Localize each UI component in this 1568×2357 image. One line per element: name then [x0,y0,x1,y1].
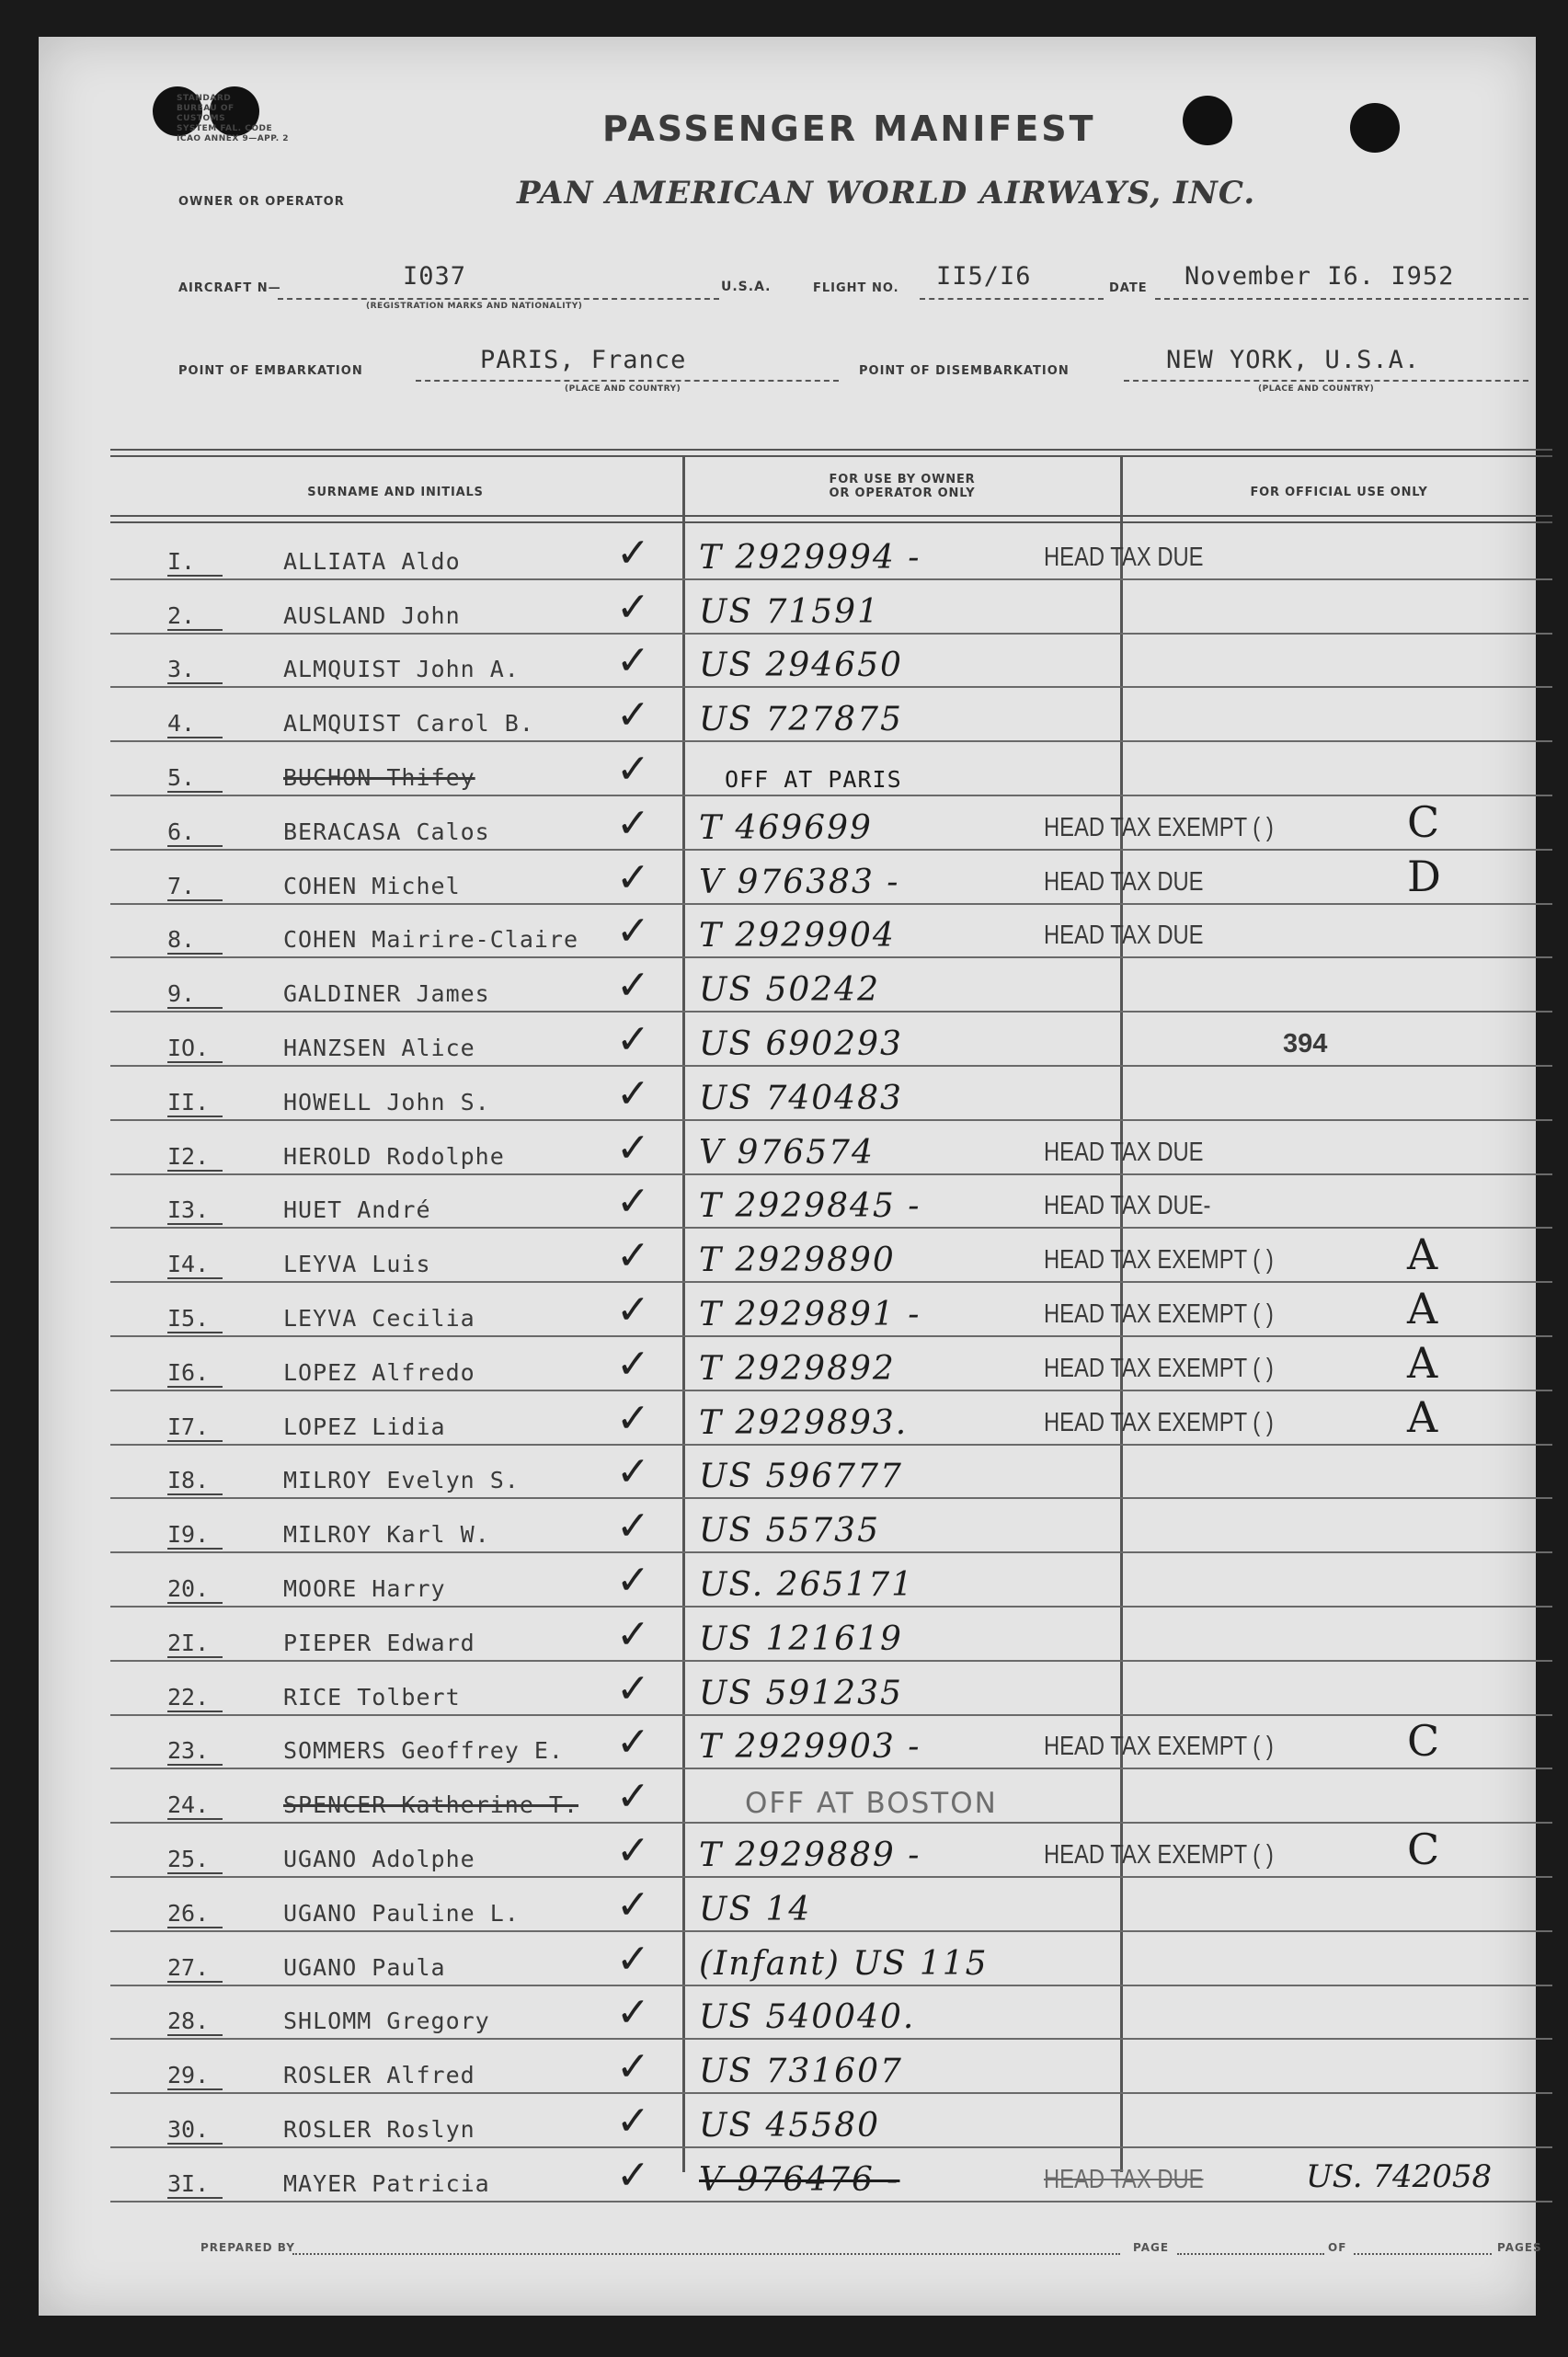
row-number: 5. [167,764,223,791]
official-entry: 394 [1283,1028,1328,1058]
official-mark: A [1407,1391,1438,1442]
row-number: I6. [167,1359,223,1386]
owner-operator-entry: OFF AT PARIS [725,765,902,793]
table-row [110,740,1552,796]
passenger-name: LOPEZ Lidia [283,1413,446,1440]
owner-operator-entry: US 121619 [699,1619,903,1658]
owner-operator-entry: T 2929904 [699,917,896,955]
official-mark: A [1407,1337,1438,1388]
row-number: IO. [167,1035,223,1061]
row-number: I. [167,548,223,575]
table-row [110,795,1552,851]
row-number: I7. [167,1413,223,1440]
row-number: 3. [167,656,223,682]
of-label: OF [1328,2241,1347,2254]
owner-operator-entry: T 2929903 - [699,1728,921,1767]
passenger-name: ROSLER Alfred [283,2062,475,2089]
row-number: 30. [167,2116,223,2143]
prepared-by-label: PREPARED BY [200,2241,295,2254]
row-number: 26. [167,1900,223,1927]
table-row [110,2092,1552,2148]
table-row [110,1335,1552,1391]
table-row [110,1714,1552,1770]
official-entry: HEAD TAX EXEMPT ( ) [1044,1839,1274,1870]
row-number: 8. [167,926,223,953]
table-row [110,1660,1552,1716]
row-number: 23. [167,1737,223,1764]
passenger-name: LEYVA Luis [283,1251,431,1278]
form-code [177,94,289,144]
row-number: 2I. [167,1630,223,1656]
passenger-name: HUET André [283,1196,431,1224]
row-number: 24. [167,1791,223,1818]
embarkation-value: PARIS, France [480,346,687,374]
date-label: DATE [1109,281,1148,295]
table-row [110,1227,1552,1283]
table-row [110,633,1552,689]
date-value: November I6. I952 [1185,262,1455,291]
check-mark-icon: ✓ [616,2097,650,2145]
table-row [110,1011,1552,1067]
owner-operator-entry: T 2929889 - [699,1836,921,1874]
passenger-name: SHLOMM Gregory [283,2008,490,2035]
aircraft-label: AIRCRAFT N— [178,281,281,295]
owner-operator-entry: V 976383 - [699,863,900,901]
official-extra: US. 742058 [1306,2157,1493,2195]
check-mark-icon: ✓ [616,529,650,577]
table-row [110,849,1552,905]
check-mark-icon: ✓ [616,908,650,955]
column-header-owner [685,473,1119,500]
row-number: 9. [167,980,223,1007]
aircraft-value: I037 [403,262,467,291]
passenger-name: MOORE Harry [283,1574,446,1602]
row-number: 3I. [167,2170,223,2197]
check-mark-icon: ✓ [616,692,650,739]
check-mark-icon: ✓ [616,1340,650,1388]
check-mark-icon: ✓ [616,962,650,1010]
passenger-name: BERACASA Calos [283,818,490,845]
official-entry: HEAD TAX EXEMPT ( ) [1044,1245,1274,1276]
official-entry: HEAD TAX EXEMPT ( ) [1044,1299,1274,1329]
row-number: 6. [167,818,223,845]
row-number: 7. [167,873,223,899]
row-number: 22. [167,1684,223,1711]
check-mark-icon: ✓ [616,799,650,847]
owner-operator-entry: V 976574 [699,1133,875,1172]
table-row [110,1985,1552,2041]
owner-operator-entry: US 596777 [699,1458,903,1496]
row-number: 4. [167,710,223,737]
column-header-owner-line: FOR USE BY OWNER [829,473,976,486]
check-mark-icon: ✓ [616,583,650,631]
owner-operator-entry: US 14 [699,1890,812,1928]
check-mark-icon: ✓ [616,853,650,901]
row-number: 20. [167,1575,223,1602]
registration-note: (REGISTRATION MARKS AND NATIONALITY) [366,302,583,311]
row-number: I8. [167,1467,223,1493]
official-entry: HEAD TAX EXEMPT ( ) [1044,1353,1274,1383]
table-row [110,1606,1552,1662]
passenger-name: PIEPER Edward [283,1629,475,1656]
owner-operator-entry: US 71591 [699,592,880,631]
row-number: 2. [167,602,223,629]
check-mark-icon: ✓ [616,1719,650,1767]
check-mark-icon: ✓ [616,1989,650,2037]
passenger-name: ALMQUIST John A. [283,656,520,683]
owner-operator-entry: V 976476 - [699,2160,900,2199]
table-row [110,1119,1552,1175]
owner-label: OWNER OR OPERATOR [178,195,345,209]
passenger-name: UGANO Adolphe [283,1845,475,1872]
table-row [110,956,1552,1013]
check-mark-icon: ✓ [616,1556,650,1604]
punch-hole [1183,96,1232,145]
official-mark: D [1407,851,1441,901]
row-number: I9. [167,1521,223,1548]
owner-operator-entry: T 2929891 - [699,1295,921,1333]
owner-operator-entry: OFF AT BOSTON [745,1787,998,1821]
passenger-name: AUSLAND John [283,601,461,629]
official-entry: HEAD TAX DUE [1044,1137,1204,1167]
official-entry: HEAD TAX EXEMPT ( ) [1044,812,1274,842]
row-number: 28. [167,2008,223,2034]
table-row [110,2038,1552,2094]
official-entry: HEAD TAX EXEMPT ( ) [1044,1732,1274,1762]
check-mark-icon: ✓ [616,1665,650,1712]
embarkation-note: (PLACE AND COUNTRY) [565,384,681,394]
passenger-name: ALLIATA Aldo [283,547,461,575]
owner-operator-entry: US 50242 [699,971,880,1010]
embarkation-label: POINT OF EMBARKATION [178,364,363,378]
owner-operator-entry: T 2929845 - [699,1187,921,1226]
passenger-name: SOMMERS Geoffrey E. [283,1737,564,1765]
row-number: I2. [167,1143,223,1170]
passenger-name: RICE Tolbert [283,1683,461,1711]
official-mark: C [1407,1824,1440,1874]
check-mark-icon: ✓ [616,1935,650,1983]
form-code-line: STANDARD [177,94,232,103]
official-mark: A [1407,1230,1438,1280]
passenger-name: LEYVA Cecilia [283,1304,475,1332]
punch-hole [1350,103,1400,153]
disembarkation-label: POINT OF DISEMBARKATION [859,364,1070,378]
form-code-line: BUREAU OF [177,104,235,113]
passenger-name: COHEN Michel [283,872,461,899]
owner-value: PAN AMERICAN WORLD AIRWAYS, INC. [517,175,1256,212]
form-title: PASSENGER MANIFEST [602,109,1096,149]
owner-operator-entry: US 591235 [699,1674,903,1712]
official-entry: HEAD TAX EXEMPT ( ) [1044,1407,1274,1437]
owner-operator-entry: US 55735 [699,1512,880,1550]
column-header-official: FOR OFFICIAL USE ONLY [1250,486,1428,499]
table-row [110,1281,1552,1337]
passenger-name: LOPEZ Alfredo [283,1358,475,1386]
check-mark-icon: ✓ [616,2151,650,2199]
passenger-name: HEROLD Rodolphe [283,1142,505,1170]
table-row [110,1551,1552,1608]
nationality: U.S.A. [721,280,772,294]
official-mark: A [1407,1283,1438,1333]
official-entry: HEAD TAX DUE [1044,2164,1204,2194]
disembarkation-value: NEW YORK, U.S.A. [1166,346,1421,374]
table-row [110,1822,1552,1878]
table-row [110,2146,1552,2203]
form-code-line: CUSTOMS [177,114,226,123]
table-row [110,1444,1552,1500]
owner-operator-entry: US 45580 [699,2106,880,2145]
owner-operator-entry: T 469699 [699,808,873,847]
table-row [110,578,1552,635]
form-code-line: ICAO ANNEX 9—APP. 2 [177,134,290,143]
owner-operator-entry: US. 265171 [699,1565,915,1604]
owner-operator-entry: T 2929994 - [699,538,921,577]
table-row [110,1173,1552,1230]
flight-label: FLIGHT NO. [813,281,899,295]
passenger-table [110,416,1552,2199]
check-mark-icon: ✓ [616,1124,650,1172]
check-mark-icon: ✓ [616,1232,650,1280]
table-row [110,903,1552,959]
passenger-name: MAYER Patricia [283,2169,490,2197]
official-entry: HEAD TAX DUE- [1044,1191,1211,1221]
owner-operator-entry: T 2929890 [699,1241,896,1280]
form-code-line: SYSTEM FAL. CODE [177,124,273,133]
passenger-name: MILROY Evelyn S. [283,1467,520,1494]
table-row [110,1876,1552,1932]
table-row [110,1768,1552,1824]
check-mark-icon: ✓ [616,2043,650,2091]
table-row [110,1930,1552,1986]
check-mark-icon: ✓ [616,1448,650,1496]
owner-operator-entry: US 731607 [699,2053,903,2091]
disembarkation-note: (PLACE AND COUNTRY) [1258,384,1375,394]
check-mark-icon: ✓ [616,1178,650,1226]
table-row [110,1065,1552,1121]
table-row [110,686,1552,742]
official-entry: HEAD TAX DUE [1044,542,1204,572]
owner-operator-entry: US 540040. [699,1998,916,2037]
passenger-name: COHEN Mairire-Claire [283,926,579,954]
check-mark-icon: ✓ [616,637,650,685]
flight-value: II5/I6 [936,262,1032,291]
owner-operator-entry: US 740483 [699,1079,903,1117]
passenger-name: UGANO Paula [283,1953,446,1981]
column-header-surname: SURNAME AND INITIALS [307,486,484,499]
check-mark-icon: ✓ [616,1394,650,1442]
passenger-name: UGANO Pauline L. [283,1899,520,1927]
check-mark-icon: ✓ [616,1070,650,1117]
row-number: I5. [167,1305,223,1332]
check-mark-icon: ✓ [616,1503,650,1550]
official-mark: C [1407,1716,1440,1767]
row-number: 27. [167,1954,223,1981]
passenger-name: SPENCER Katherine T. [283,1791,579,1819]
row-number: 29. [167,2062,223,2088]
owner-operator-entry: (Infant) US 115 [699,1944,989,1983]
passenger-name: ROSLER Roslyn [283,2115,475,2143]
row-number: 25. [167,1846,223,1872]
check-mark-icon: ✓ [616,745,650,793]
check-mark-icon: ✓ [616,1773,650,1821]
passenger-name: HOWELL John S. [283,1088,490,1116]
row-number: I4. [167,1251,223,1277]
table-row [110,1390,1552,1446]
passenger-name: GALDINER James [283,980,490,1008]
owner-operator-entry: T 2929893. [699,1403,909,1442]
official-mark: C [1407,796,1440,847]
official-entry: HEAD TAX DUE [1044,921,1204,951]
owner-operator-entry: US 690293 [699,1024,903,1063]
check-mark-icon: ✓ [616,1826,650,1874]
passenger-name: BUCHON Thifey [283,763,475,791]
column-header-owner-line: OR OPERATOR ONLY [829,486,976,500]
row-number: II. [167,1089,223,1116]
passenger-name: ALMQUIST Carol B. [283,710,534,738]
official-entry: HEAD TAX DUE [1044,866,1204,897]
table-row [110,1497,1552,1553]
passenger-name: MILROY Karl W. [283,1521,490,1549]
check-mark-icon: ✓ [616,1015,650,1063]
owner-operator-entry: T 2929892 [699,1349,896,1388]
passenger-name: HANZSEN Alice [283,1034,475,1061]
pages-label: PAGES [1497,2241,1542,2254]
check-mark-icon: ✓ [616,1286,650,1333]
check-mark-icon: ✓ [616,1610,650,1658]
owner-operator-entry: US 294650 [699,646,903,685]
page-label: PAGE [1133,2241,1170,2254]
check-mark-icon: ✓ [616,1881,650,1928]
owner-operator-entry: US 727875 [699,701,903,739]
table-row [110,524,1552,580]
row-number: I3. [167,1196,223,1223]
